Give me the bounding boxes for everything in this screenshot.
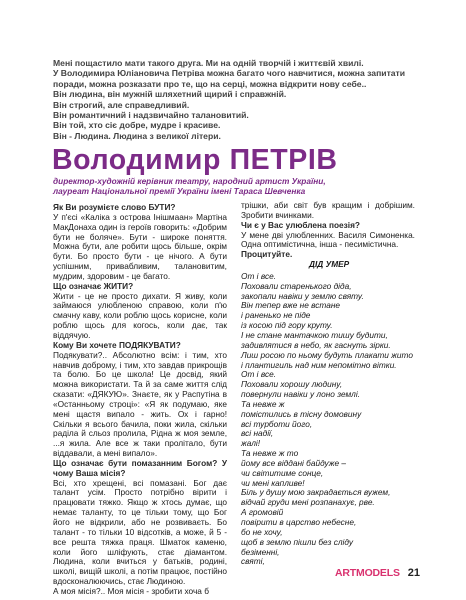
poem-line: повірити в царство небесне,: [241, 517, 357, 527]
poem-line: Та невже ж: [241, 398, 285, 409]
intro-line: Він романтичний і надзвичайно талановитий.: [53, 110, 249, 121]
poem-line: щоб в землю пішли без сліду: [241, 536, 354, 547]
intro-text: [53, 58, 425, 141]
page-footer: [335, 567, 420, 579]
intro-line: Він - Людина. Людина з великої літери.: [53, 130, 221, 141]
interview-answer: Всі, хто хрещені, всі помазані. Бог дає талант усім. Просто потрібно вірити і працювати тяжко. Якщо ж хтось думає, що немає таланту, то це тільки тому, що Бог його не відкрили, або не розвиваєть. Бо талант - то тільки 10 відсотків, а може, й 5 - все решта тяжка праця. Шматок каменю, коли його шліфують, стає діамантом. Людина, коли вчиться у батьків, родині, школі, вищій школі, а потім працює, постійно вдосконалюючись, стає Людиною.: [53, 477, 227, 587]
intro-line: Він людина, він мужній шляхетний щирий і справжній.: [53, 89, 287, 100]
intro-line: У Володимира Юліановича Петріва можна багато чого навчитися, можна запитати поради, можна розказати про те, що на серці, можна відкрити нову себе..: [53, 68, 406, 89]
poem-line: А громовій: [241, 507, 284, 518]
interview-question: Як Ви розумієте слово БУТИ?: [53, 202, 176, 212]
poem-line: повернули навіки у лоно землі.: [241, 389, 361, 400]
poem-line: От і все.: [241, 270, 277, 281]
interview-answer: А моя місія?.. Моя місія - зробити хоча б: [53, 585, 209, 596]
interview-answer: Жити - це не просто дихати. Я живу, коли займаюся улюбленою справою, коли п'ю смачну каву, коли роблю щось корисне, коли роблю щось для когось, коли дає, так віддячую.: [53, 290, 227, 340]
interview-answer: У мене дві улюбленних. Василя Симоненка. Одна оптимістична, інша - песимістична.: [241, 229, 415, 250]
poem-line: і раненько не піде: [241, 310, 311, 321]
poem-line: йому все віддані байдуже –: [241, 457, 347, 468]
poem-line: задивлятися в небо, як гаснуть зірки.: [241, 339, 391, 350]
interview-question: Процитуйте.: [241, 249, 293, 260]
poem-line: всі турботи його,: [241, 418, 313, 429]
magazine-brand: ARTMODELS: [335, 567, 400, 579]
poem-line: Він тепер вже не встане: [241, 300, 341, 311]
interview-question: Що означає бути помазанним Богом? У чому Ваша місія?: [53, 457, 227, 478]
poem-line: Поховали старенького діда,: [241, 280, 352, 291]
interview-question: Кому Ви хочете ПОДЯКУВАТИ?: [53, 339, 181, 350]
interview-question: Чи є у Вас улюблена поезія?: [241, 219, 360, 230]
poem-line: Та невже ж то: [241, 448, 299, 459]
poem-line: помістились в тісну домовину: [241, 408, 362, 419]
poem-line: закопали навіки у землю святу.: [241, 290, 364, 301]
poem-line: І не стане мантачкою тишу будити,: [241, 329, 388, 340]
poem-line: Лиш росою по ньому будуть плакати жито: [241, 349, 413, 360]
intro-line: Він той, хто сіє добре, мудре і красиве.: [53, 120, 221, 131]
role-line: директор-художній керівник театру, народний артист України,: [53, 176, 326, 186]
poem-title: ДІД УМЕР: [309, 259, 350, 270]
left-column: [53, 203, 227, 597]
poem-line: і плантигиль над ним непомітно вітки.: [241, 359, 397, 370]
intro-line: Мені пощастило мати такого друга. Ми на одній творчій і життєвій хвилі.: [53, 58, 364, 68]
poem-line: чи світитиме сонце,: [241, 467, 324, 478]
right-column: [241, 201, 415, 567]
right-column-text: [241, 201, 415, 260]
interview-answer: У п'єсі «Каліка з острова Інішмаан» Мартіна МакДонаха один із героїв говорить: «Добрим бути не боляче». Бути - широке поняття. Можна бути, але робити щось більше, окрім бути. Бо просто бути - це нічого. А бути успішним, привабливим, талановитим, мудрим, здоровим - це багато.: [53, 211, 227, 281]
person-role: [53, 176, 413, 196]
poem-body: [241, 272, 415, 567]
poem-line: святі,: [241, 556, 265, 567]
poem-line: бо не хочу,: [241, 526, 283, 537]
intro-line: Він строгий, але справедливий.: [53, 99, 190, 110]
page-number: 21: [407, 567, 420, 579]
poem-line: чи мені капливе!: [241, 477, 305, 488]
interview-answer: трішки, аби світ був кращим і добрішим. Зробити вчинками.: [241, 200, 415, 220]
person-name: Володимир ПЕТРІВ: [52, 144, 338, 176]
poem-line: відчай груди мені розпанахує, рве.: [241, 497, 375, 508]
poem-line: із косою під гору круту.: [241, 320, 333, 331]
poem-line: безіменні,: [241, 546, 280, 557]
interview-question: Що означає ЖИТИ?: [53, 280, 134, 291]
poem-line: Біль у душу мою закрадається вужем,: [241, 487, 391, 498]
interview-answer: Подякувати?.. Абсолютно всім: і тим, хто навчив доброму, і тим, хто завдав прикрощів та болю. Бо це школа! Це досвід, який можна використати. Та й за саме життя слід сказати: «ДЯКУЮ». Знаєте, як у Распутіна в «Останньому строці»: «Я як подумаю, яке мені щастя випало - жить. Ох і гарно! Скільки я всього бачила, поки жила, скільки раділа й сльоз пролила, Рідна ж моя земле, ...я жила. Але все ж таки пролітало, бути віддавали, а мені випало».: [53, 349, 227, 459]
poem-line: жалі!: [241, 438, 261, 449]
poem-line: Поховали хорошу людину,: [241, 379, 343, 390]
poem-line: всі надії,: [241, 428, 274, 439]
poem-line: От і все.: [241, 369, 277, 380]
role-line: лауреат Національної премії України імені Тараса Шевченка: [53, 186, 306, 196]
